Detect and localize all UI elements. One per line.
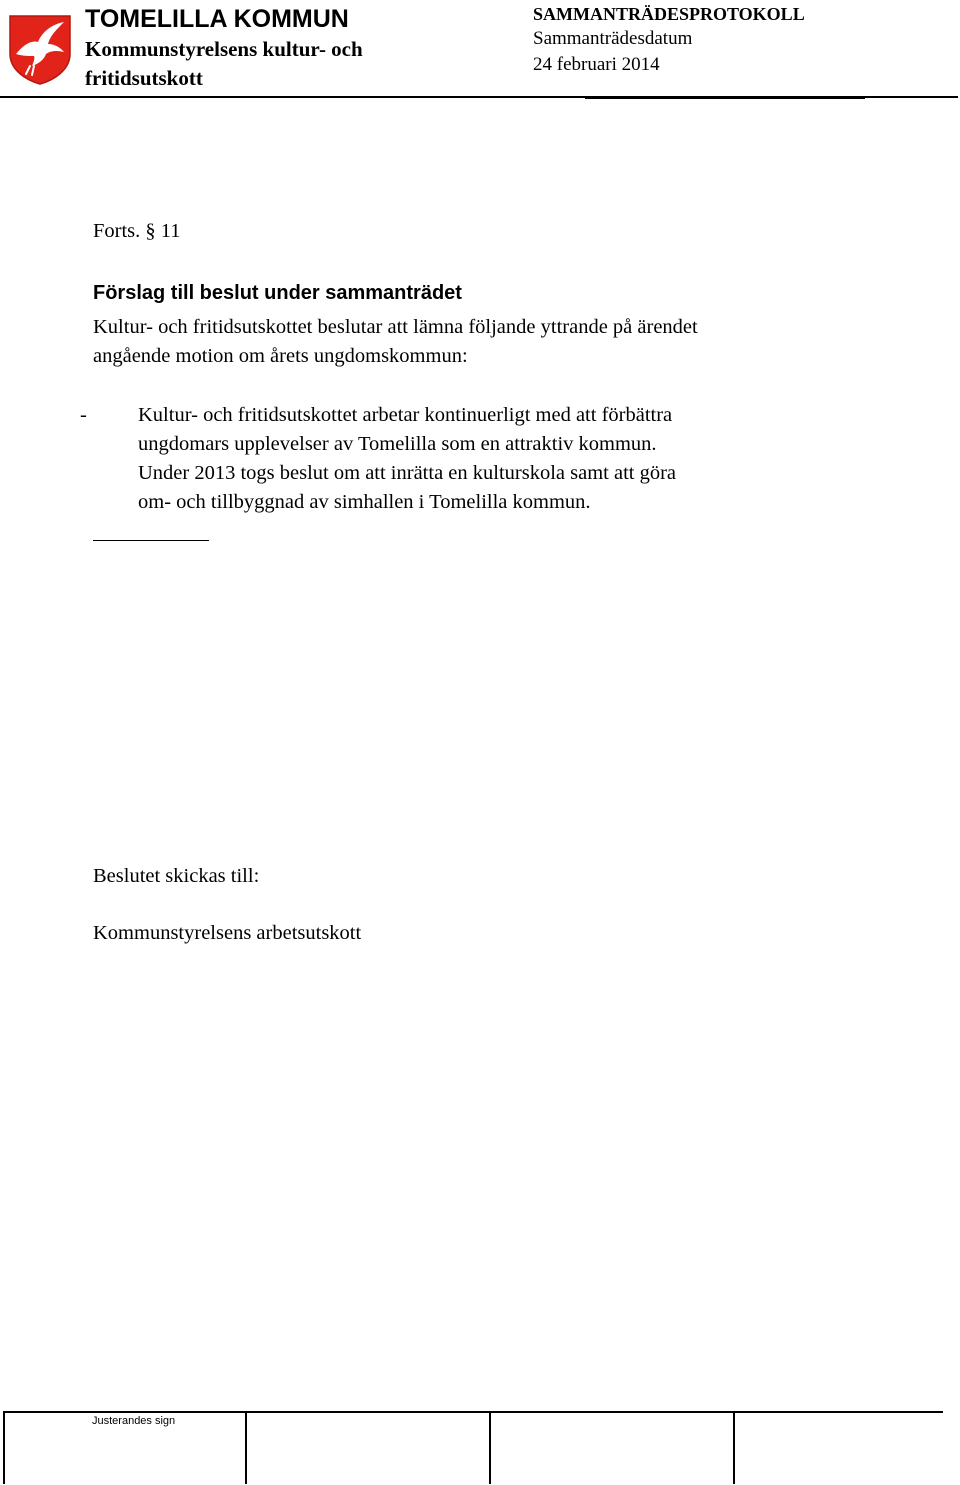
department-name-line-2: fritidsutskott — [85, 66, 203, 90]
meeting-date-value: 24 februari 2014 — [533, 54, 660, 75]
signature-box-divider — [3, 1412, 5, 1484]
municipality-logo — [8, 14, 72, 86]
sent-to-recipient: Kommunstyrelsens arbetsutskott — [93, 922, 362, 944]
proposal-heading: Förslag till beslut under sammanträdet — [93, 282, 462, 304]
signature-box-divider — [245, 1412, 247, 1484]
signature-box-divider — [489, 1412, 491, 1484]
signature-box-divider — [733, 1412, 735, 1484]
section-end-divider — [93, 540, 209, 541]
coat-of-arms-bird-icon — [8, 14, 72, 86]
department-name-line-1: Kommunstyrelsens kultur- och — [85, 37, 363, 61]
document-type: SAMMANTRÄDESPROTOKOLL — [533, 4, 805, 24]
bullet-text-line: om- och tillbyggnad av simhallen i Tomelilla kommun. — [138, 491, 591, 513]
intro-text-line: angående motion om årets ungdomskommun: — [93, 345, 468, 367]
signature-label: Justerandes sign — [92, 1415, 176, 1427]
intro-text-line: Kultur- och fritidsutskottet beslutar att lämna följande yttrande på ärendet — [93, 316, 698, 338]
bullet-text-line: ungdomars upplevelser av Tomelilla som en attraktiv kommun. — [138, 433, 657, 455]
bullet-text-line: Under 2013 togs beslut om att inrätta en kulturskola samt att göra — [138, 462, 677, 484]
bullet-marker: - — [80, 404, 87, 426]
org-name: TOMELILLA KOMMUN — [85, 5, 349, 33]
meeting-date-label: Sammanträdesdatum — [533, 28, 693, 49]
bullet-text-line: Kultur- och fritidsutskottet arbetar kontinuerligt med att förbättra — [138, 404, 673, 426]
header-divider-accent — [585, 98, 865, 99]
section-reference: Forts. § 11 — [93, 220, 181, 242]
footer-top-divider — [3, 1411, 943, 1413]
sent-to-label: Beslutet skickas till: — [93, 865, 260, 887]
